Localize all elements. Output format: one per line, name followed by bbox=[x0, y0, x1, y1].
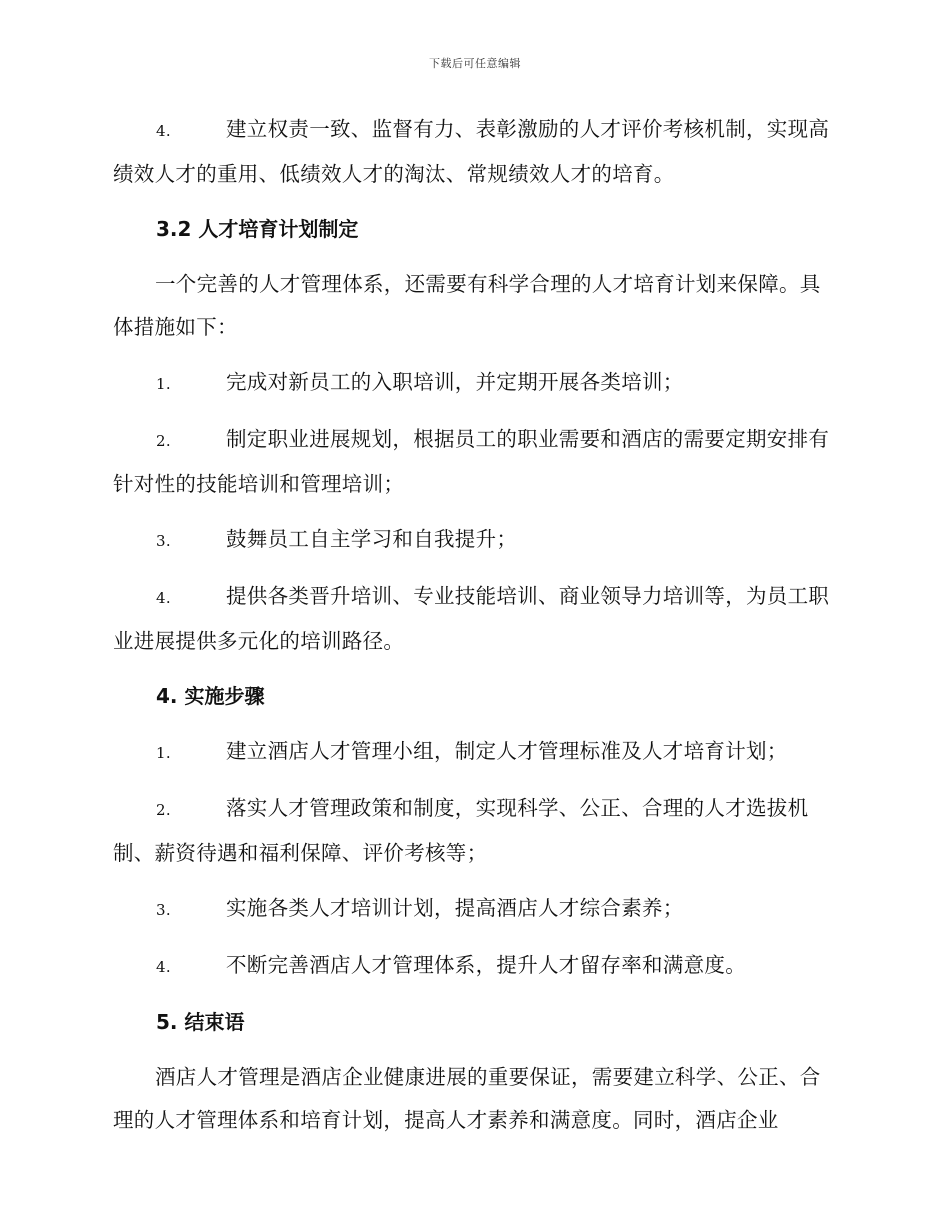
list-item-text: 落实人才管理政策和制度，实现科学、公正、合理的人才选拔机制、薪资待遇和福利保障、评价考核等； bbox=[113, 796, 809, 865]
list-item bbox=[113, 787, 835, 875]
list-item bbox=[113, 418, 835, 506]
section-heading: 4. 实施步骤 bbox=[156, 684, 265, 708]
paragraph: 酒店人才管理是酒店企业健康进展的重要保证，需要建立科学、公正、合理的人才管理体系和培育计划，提高人才素养和满意度。同时，酒店企业 bbox=[113, 1065, 821, 1132]
list-item-text: 提供各类晋升培训、专业技能培训、商业领导力培训等，为员工职业进展提供多元化的培训路径。 bbox=[113, 584, 830, 653]
list-item-number: 4. bbox=[156, 589, 171, 607]
document-body bbox=[113, 108, 835, 1154]
paragraph: 一个完善的人才管理体系，还需要有科学合理的人才培育计划来保障。具体措施如下： bbox=[113, 272, 821, 339]
page-header: 下载后可任意编辑 bbox=[429, 57, 521, 70]
list-item bbox=[113, 361, 835, 406]
list-item bbox=[113, 887, 835, 932]
section-heading: 5. 结束语 bbox=[156, 1010, 245, 1034]
list-item-number: 4. bbox=[156, 122, 171, 140]
list-item bbox=[113, 108, 835, 196]
list-item-text: 不断完善酒店人才管理体系，提升人才留存率和满意度。 bbox=[226, 953, 746, 977]
list-item-text: 制定职业进展规划，根据员工的职业需要和酒店的需要定期安排有针对性的技能培训和管理培训； bbox=[113, 427, 830, 496]
list-item-text: 实施各类人才培训计划，提高酒店人才综合素养； bbox=[226, 896, 684, 920]
list-item-text: 建立权责一致、监督有力、表彰激励的人才评价考核机制，实现高绩效人才的重用、低绩效人才的淘汰、常规绩效人才的培育。 bbox=[113, 117, 830, 186]
list-item bbox=[113, 575, 835, 663]
list-item-number: 2. bbox=[156, 801, 171, 819]
list-item-text: 建立酒店人才管理小组，制定人才管理标准及人才培育计划； bbox=[226, 739, 788, 763]
list-item-text: 鼓舞员工自主学习和自我提升； bbox=[226, 527, 518, 551]
list-item-number: 4. bbox=[156, 958, 171, 976]
list-item bbox=[113, 518, 835, 563]
section-heading: 3.2 人才培育计划制定 bbox=[156, 217, 359, 241]
list-item-number: 2. bbox=[156, 432, 171, 450]
list-item-number: 1. bbox=[156, 744, 171, 762]
list-item-number: 3. bbox=[156, 532, 171, 550]
list-item bbox=[113, 730, 835, 775]
list-item bbox=[113, 944, 835, 989]
list-item-number: 1. bbox=[156, 375, 171, 393]
list-item-number: 3. bbox=[156, 901, 171, 919]
list-item-text: 完成对新员工的入职培训，并定期开展各类培训； bbox=[226, 370, 684, 394]
